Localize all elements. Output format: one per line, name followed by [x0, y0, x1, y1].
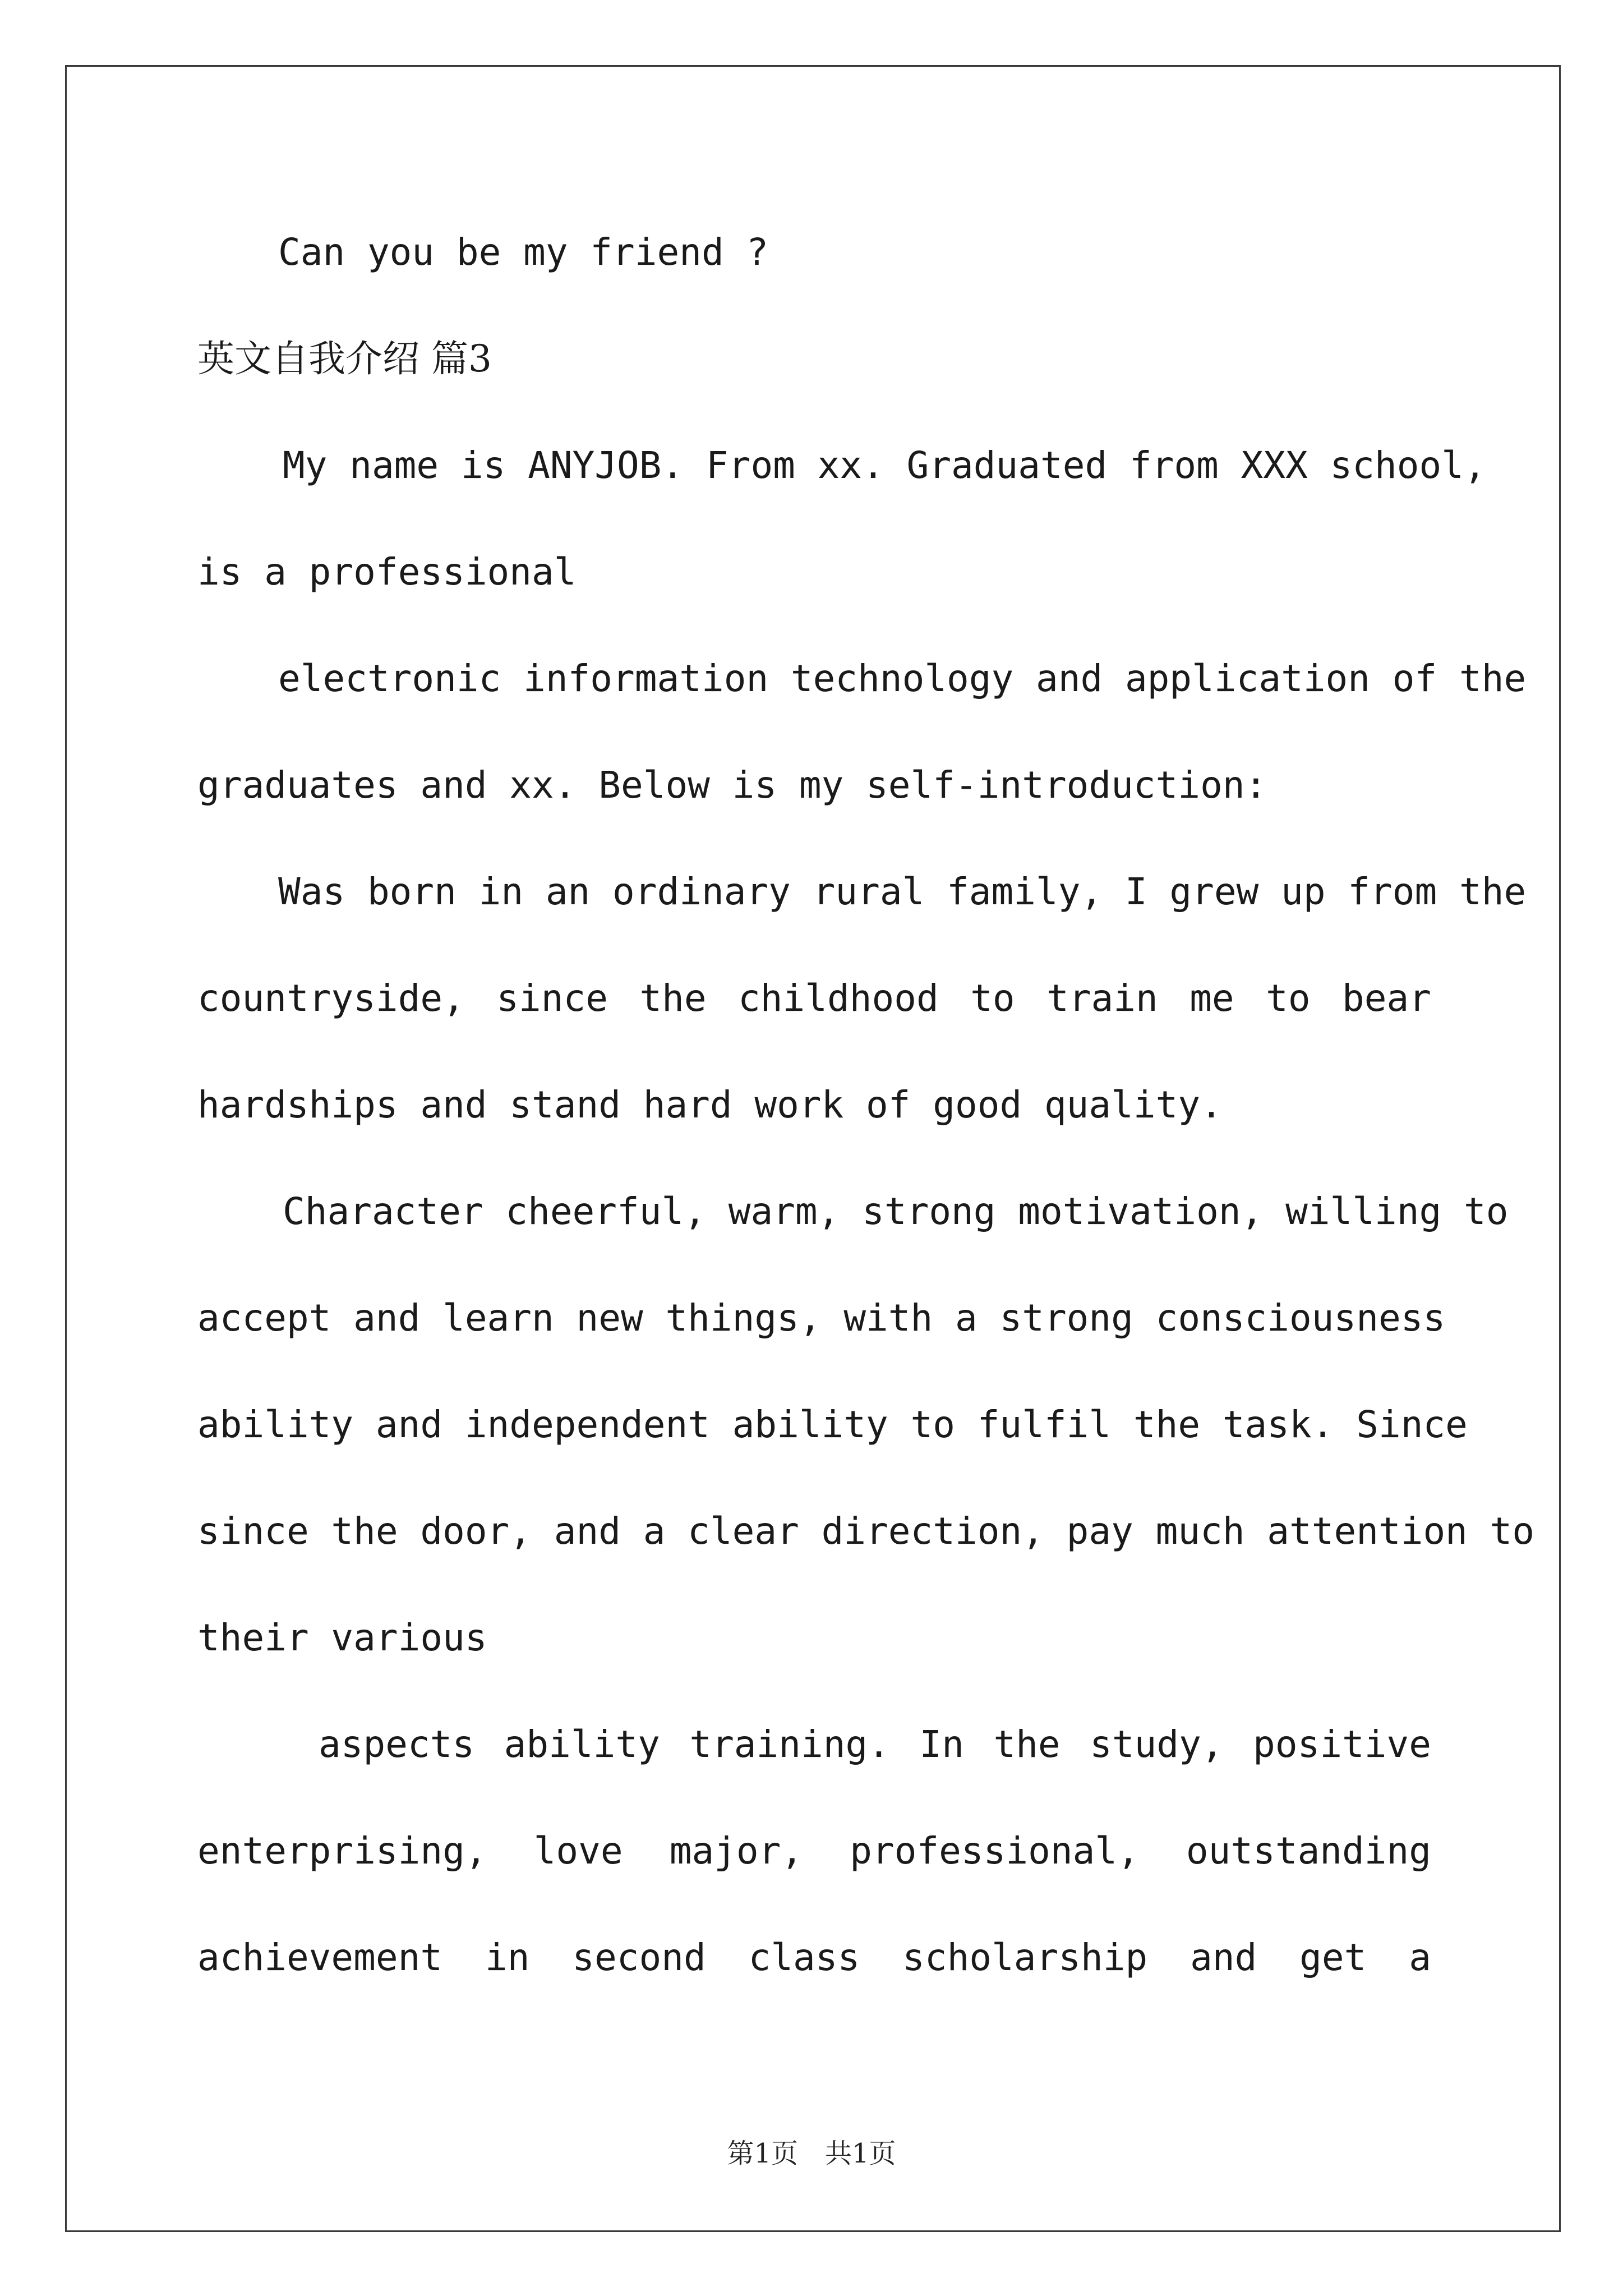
text-line: hardships and stand hard work of good quality. — [197, 1083, 1223, 1126]
text-line: Can you be my friend ? — [278, 231, 769, 274]
section-heading: 英文自我介绍 篇3 — [197, 337, 492, 380]
text-line: Was born in an ordinary rural family, I grew up from the — [278, 870, 1527, 913]
text-line: graduates and xx. Below is my self-introduction: — [197, 763, 1267, 807]
text-line: countryside, since the childhood to train me to bear — [197, 977, 1431, 1020]
text-line: achievement in second class scholarship and get a — [197, 1936, 1431, 1979]
page-footer — [0, 2132, 1623, 2170]
text-line: since the door, and a clear direction, pay much attention to — [197, 1510, 1535, 1553]
text-line: is a professional — [197, 550, 577, 593]
text-line: My name is ANYJOB. From xx. Graduated from XXX school, — [283, 444, 1486, 487]
text-line: ability and independent ability to fulfil the task. Since — [197, 1403, 1468, 1446]
text-line: Character cheerful, warm, strong motivation, willing to — [283, 1190, 1509, 1233]
page-number-total: 共1页 — [825, 2138, 896, 2169]
text-line: their various — [197, 1616, 487, 1659]
text-line: aspects ability training. In the study, positive — [319, 1723, 1431, 1766]
page-number-current: 第1页 — [727, 2138, 798, 2169]
text-line: accept and learn new things, with a strong consciousness — [197, 1296, 1446, 1340]
text-line: electronic information technology and application of the — [278, 657, 1527, 700]
text-line: enterprising, love major, professional, outstanding — [197, 1829, 1431, 1872]
page-border — [65, 65, 1561, 2232]
